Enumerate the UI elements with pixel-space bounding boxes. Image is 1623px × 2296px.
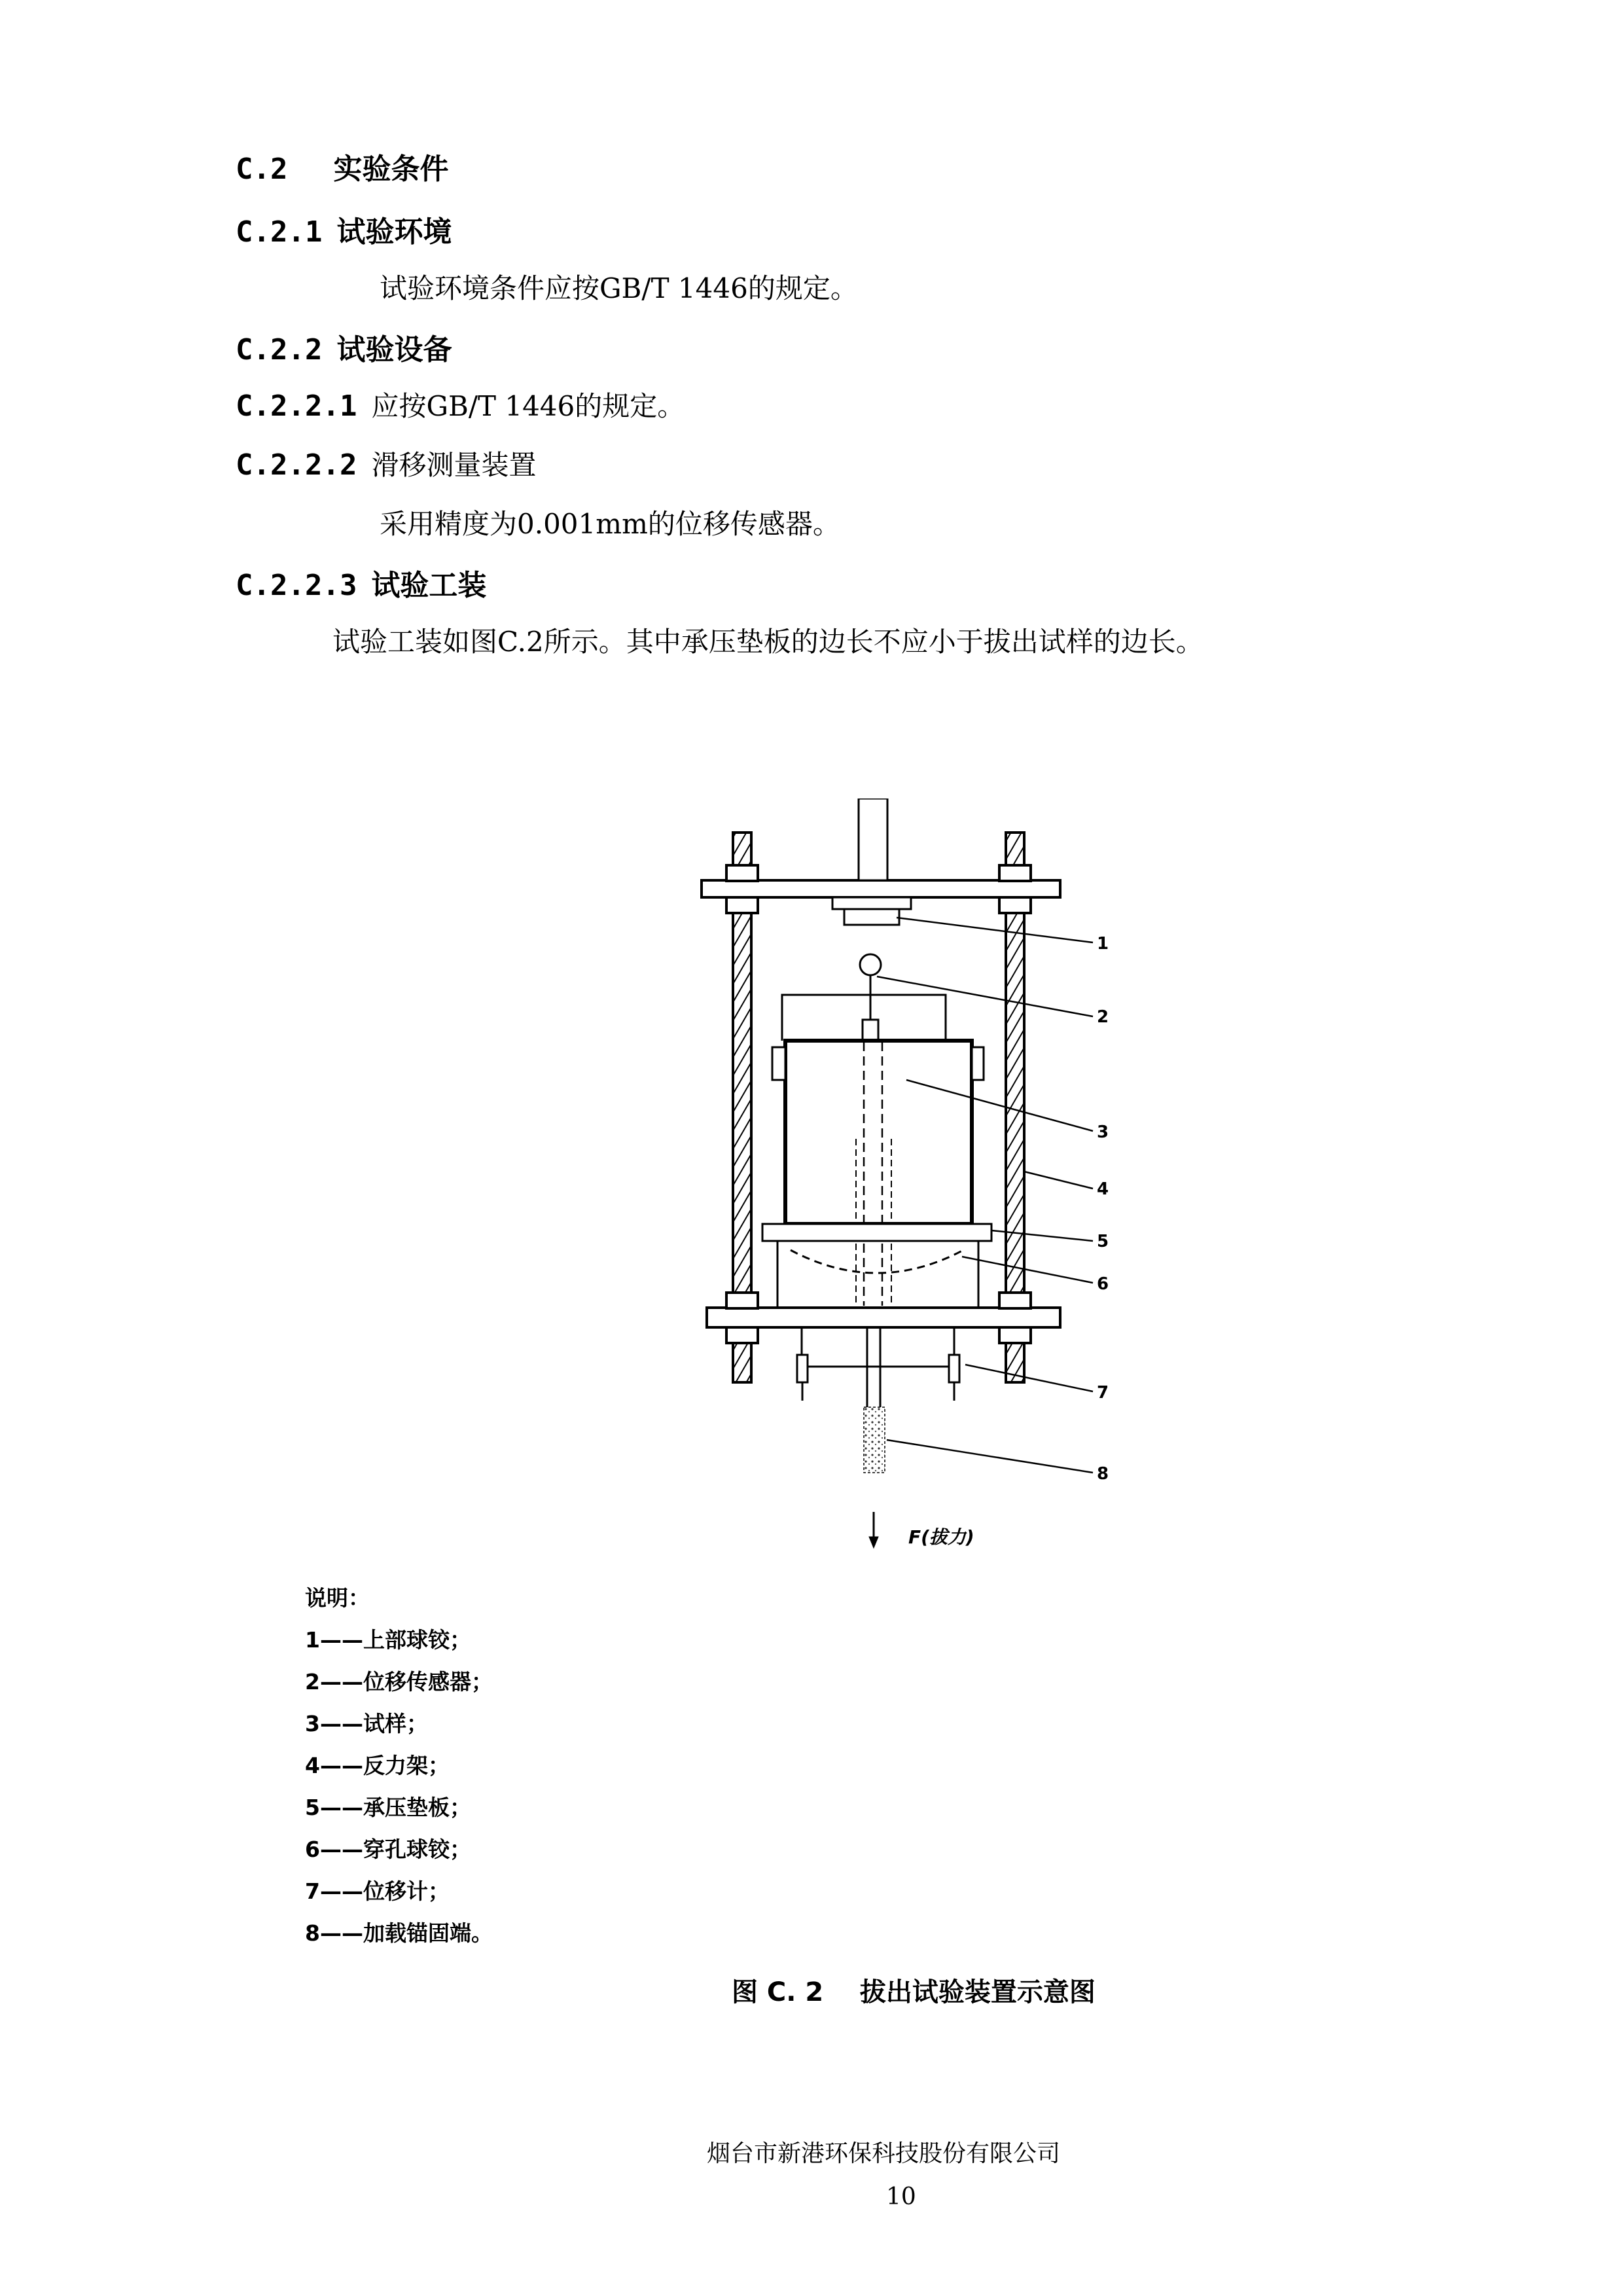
heading-title: 滑移测量装置: [371, 449, 537, 481]
paragraph-sensor: 采用精度为0.001mm的位移传感器。: [380, 508, 840, 540]
heading-title: 试验环境: [336, 215, 452, 249]
legend: [305, 1577, 493, 1954]
heading-title: 实验条件: [333, 152, 449, 186]
heading-number: C.2.1: [236, 215, 323, 249]
section-heading-c21: [236, 208, 452, 250]
loading-anchor: [864, 1327, 885, 1473]
paragraph-environment: 试验环境条件应按GB/T 1446的规定。: [380, 272, 858, 304]
callout-1: 1: [1097, 934, 1109, 954]
callout-8: 8: [1097, 1464, 1109, 1484]
section-heading-c223: [236, 562, 486, 603]
displacement-meters: [797, 1327, 959, 1401]
force-arrow: [869, 1512, 878, 1548]
force-label: F(拔力): [908, 1526, 974, 1548]
callout-2: 2: [1097, 1007, 1109, 1027]
page-number: 10: [886, 2183, 916, 2210]
footer-company: 烟台市新港环保科技股份有限公司: [707, 2140, 1061, 2167]
heading-number: C.2: [236, 152, 288, 186]
legend-item: 2——位移传感器；: [305, 1669, 493, 1695]
legend-item: 7——位移计；: [305, 1878, 450, 1904]
legend-item: 3——试样；: [305, 1711, 428, 1736]
legend-item: 6——穿孔球铰；: [305, 1837, 471, 1862]
heading-number: C.2.2: [236, 333, 323, 367]
legend-item: 5——承压垫板；: [305, 1795, 471, 1820]
section-heading-c2: [236, 145, 448, 187]
bearing-plate: [762, 1224, 991, 1308]
heading-title: 试验工装: [371, 569, 487, 602]
upper-spherical-hinge: [832, 798, 911, 925]
heading-title: 应按GB/T 1446的规定。: [371, 390, 685, 422]
legend-item: 8——加载锚固端。: [305, 1920, 493, 1946]
legend-title: 说明：: [305, 1585, 370, 1611]
pullout-test-diagram: [681, 798, 1152, 1564]
callout-5: 5: [1097, 1232, 1109, 1251]
section-heading-c22: [236, 326, 452, 368]
heading-number: C.2.2.3: [236, 569, 357, 602]
specimen: [772, 1041, 984, 1306]
callout-6: 6: [1097, 1274, 1109, 1294]
legend-item: 4——反力架；: [305, 1753, 450, 1778]
displacement-sensor: [782, 954, 946, 1043]
heading-title: 试验设备: [336, 333, 452, 367]
figure-caption: 图 C. 2 拔出试验装置示意图: [732, 1977, 1096, 2007]
callout-labels: [1097, 934, 1109, 1484]
callout-3: 3: [1097, 1122, 1109, 1142]
callout-7: 7: [1097, 1383, 1109, 1403]
section-heading-c221: [236, 385, 685, 424]
callout-4: 4: [1097, 1179, 1109, 1199]
heading-number: C.2.2.1: [236, 389, 357, 423]
legend-item: 1——上部球铰；: [305, 1627, 471, 1653]
heading-number: C.2.2.2: [236, 448, 357, 482]
paragraph-fixture: 试验工装如图C.2所示。其中承压垫板的边长不应小于拔出试样的边长。: [332, 626, 1204, 658]
section-heading-c222: [236, 444, 536, 483]
